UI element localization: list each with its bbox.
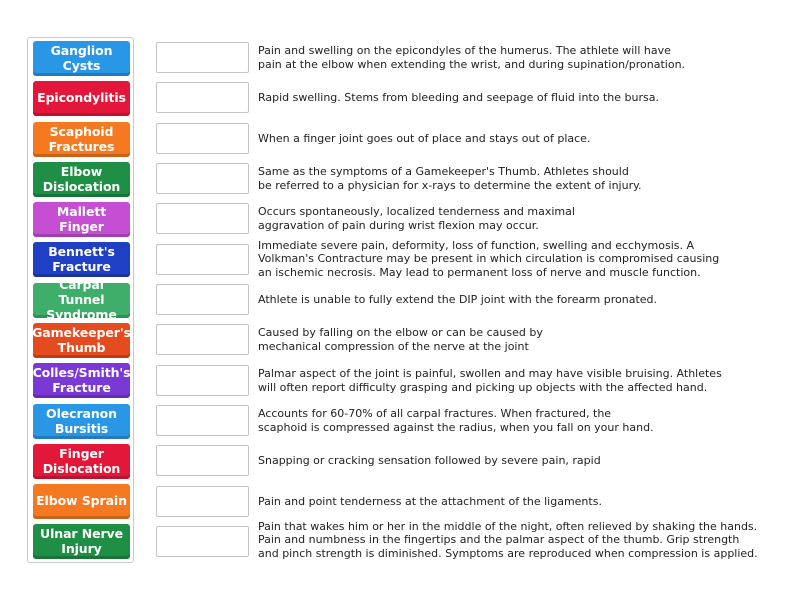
drop-slot[interactable] [156, 405, 249, 436]
description-text [258, 284, 778, 315]
description-label: Pain and point tenderness at the attachment of the ligaments. [258, 494, 602, 508]
description-label: Same as the symptoms of a Gamekeeper's Thumb. Athletes should be referred to a physician for x-rays to determine the extent of injury. [258, 165, 642, 192]
description-label: Caused by falling on the elbow or can be caused by mechanical compression of the nerve at the joint [258, 326, 543, 353]
tile-olecranon-bursitis[interactable]: Olecranon Bursitis [33, 404, 130, 439]
tile-scaphoid-fractures[interactable]: Scaphoid Fractures [33, 122, 130, 157]
description-label: When a finger joint goes out of place and stays out of place. [258, 131, 591, 145]
tile-epicondylitis[interactable]: Epicondylitis [33, 81, 130, 116]
tile-bennetts-fracture[interactable]: Bennett's Fracture [33, 242, 130, 277]
drop-slot[interactable] [156, 284, 249, 315]
description-text [258, 365, 778, 396]
tile-elbow-sprain[interactable]: Elbow Sprain [33, 484, 130, 519]
description-label: Athlete is unable to fully extend the DIP joint with the forearm pronated. [258, 292, 658, 306]
description-label: Rapid swelling. Stems from bleeding and seepage of fluid into the bursa. [258, 90, 659, 104]
drop-slot[interactable] [156, 203, 249, 234]
description-label: Accounts for 60-70% of all carpal fractures. When fractured, the scaphoid is compressed against the radius, when you fall on your hand. [258, 407, 654, 434]
description-label: Occurs spontaneously, localized tenderness and maximal aggravation of pain during wrist flexion may occur. [258, 205, 575, 232]
drop-slot[interactable] [156, 324, 249, 355]
tile-gamekeepers-thumb[interactable]: Gamekeeper's Thumb [33, 323, 130, 358]
description-text [258, 486, 778, 517]
tile-ulnar-nerve-injury[interactable]: Ulnar Nerve Injury [33, 524, 130, 559]
drop-slot[interactable] [156, 82, 249, 113]
drop-slot[interactable] [156, 244, 249, 275]
description-text [258, 405, 778, 436]
description-label: Pain and swelling on the epicondyles of the humerus. The athlete will have pain at the elbow when extending the wrist, and during supination/pronation. [258, 44, 686, 71]
description-text [258, 42, 778, 73]
drop-slot[interactable] [156, 486, 249, 517]
description-text [258, 445, 778, 476]
description-text [258, 163, 778, 194]
description-label: Palmar aspect of the joint is painful, swollen and may have visible bruising. Athletes will often report difficulty grasping and picking up objects with the affected hand. [258, 367, 722, 394]
tile-colles-smiths-fracture[interactable]: Colles/Smith's Fracture [33, 363, 130, 398]
tile-mallett-finger[interactable]: Mallett Finger [33, 202, 130, 237]
drop-slot[interactable] [156, 163, 249, 194]
description-label: Immediate severe pain, deformity, loss of function, swelling and ecchymosis. A Volkman's Contracture may be present in which circulation is compromised causing an ischemic necrosis. May lead to permanent loss of nerve and muscle function. [258, 238, 720, 279]
description-text [258, 324, 778, 355]
description-text [258, 82, 778, 113]
drop-slot[interactable] [156, 42, 249, 73]
description-text [258, 203, 778, 234]
description-text [258, 123, 778, 154]
drop-slot[interactable] [156, 526, 249, 557]
tile-elbow-dislocation[interactable]: Elbow Dislocation [33, 162, 130, 197]
tile-ganglion-cysts[interactable]: Ganglion Cysts [33, 41, 130, 76]
description-text [258, 519, 778, 561]
tile-carpal-tunnel-syndrome[interactable]: Carpal Tunnel Syndrome [33, 283, 130, 318]
drop-slot[interactable] [156, 365, 249, 396]
description-label: Pain that wakes him or her in the middle of the night, often relieved by shaking the hands. Pain and numbness in the fingertips and the palmar aspect of the thumb. Grip strength and pinch strength is diminished. Symptoms are reproduced when compression is applied. [258, 519, 758, 560]
drop-slot[interactable] [156, 123, 249, 154]
description-text [258, 238, 778, 280]
description-label: Snapping or cracking sensation followed by severe pain, rapid [258, 453, 601, 467]
drop-slot[interactable] [156, 445, 249, 476]
tile-finger-dislocation[interactable]: Finger Dislocation [33, 444, 130, 479]
